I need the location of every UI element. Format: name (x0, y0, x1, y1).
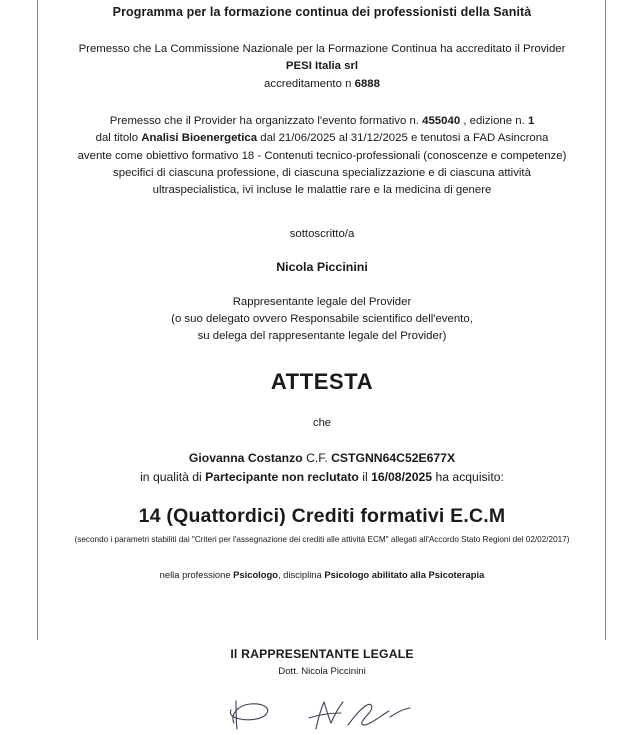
provider-accreditation-block (38, 41, 606, 93)
accreditation-number: 6888 (354, 77, 380, 90)
qualification-prefix: in qualità di (140, 470, 202, 485)
signature-ink-icon (212, 689, 432, 735)
profession-name: Psicologo (233, 569, 278, 581)
credits-awarded: 14 (Quattordici) Crediti formativi E.C.M (138, 505, 506, 528)
discipline-name: Psicologo abilitato alla Psicoterapia (324, 569, 485, 581)
profession-prefix: nella professione (159, 569, 231, 581)
accreditation-label: accreditamento n (264, 77, 352, 90)
fiscal-code-value: CSTGNN64C52E677X (331, 451, 456, 466)
profession-block (38, 569, 606, 580)
event-objective-line-2: specifici di ciascuna professione, di ciascuna specializzazione e di ciascuna attività (113, 166, 531, 179)
edition-number: 1 (527, 114, 535, 127)
legal-representative-title: Il RAPPRESENTANTE LEGALE (230, 647, 414, 662)
qualification-value: Partecipante non reclutato (205, 470, 359, 485)
event-number: 455040 (422, 114, 461, 127)
event-number-line (38, 113, 606, 130)
recipient-qualification-line (38, 468, 606, 487)
signer-role-block (38, 294, 606, 346)
recipient-name: Giovanna Costanzo (188, 451, 303, 466)
acquisition-suffix: ha acquisito: (435, 470, 504, 485)
event-title-prefix: dal titolo (95, 132, 139, 145)
fiscal-code-label: C.F. (306, 451, 328, 466)
page-title: Programma per la formazione continua dei professionisti della Sanità (112, 5, 532, 19)
credits-fineprint: (secondo i parametri stabiliti dai "Criteri per l'assegnazione dei crediti alle attività ECM" allegati all'Accordo Stato Regioni del 02/02/2017) (74, 535, 570, 545)
event-dates-and-mode: dal 21/06/2025 al 31/12/2025 e tenutosi a FAD Asincrona (260, 132, 549, 145)
certificate-content (38, 0, 606, 735)
signer-role-line-3: su delega del rappresentante legale del Provider) (197, 330, 447, 343)
signer-name: Nicola Piccinini (276, 259, 368, 274)
completion-date-prefix: il (362, 470, 368, 485)
event-title-line (38, 130, 606, 147)
event-description-block (38, 113, 606, 200)
recipient-block (38, 449, 606, 487)
event-title: Analisi Bioenergetica (141, 132, 258, 145)
event-number-prefix: Premesso che il Provider ha organizzato l'evento formativo n. (109, 114, 419, 127)
edition-label: , edizione n. (463, 114, 525, 127)
provider-name: PESI Italia srl (285, 60, 359, 73)
accreditation-line (38, 76, 606, 93)
event-objective-line-1: avente come obiettivo formativo 18 - Contenuti tecnico-professionali (conoscenze e competenze) (77, 149, 567, 162)
signer-role-line-1: Rappresentante legale del Provider (232, 295, 412, 308)
recipient-identity-line (38, 449, 606, 468)
completion-date: 16/08/2025 (371, 470, 433, 485)
sottoscritto-label: sottoscritto/a (289, 227, 355, 240)
che-label: che (312, 417, 332, 430)
signer-role-line-2: (o suo delegato ovvero Responsabile scientifico dell'evento, (171, 312, 473, 325)
attesta-heading: ATTESTA (270, 369, 374, 395)
provider-accreditation-line: Premesso che La Commissione Nazionale per la Formazione Continua ha accreditato il Provider (78, 42, 566, 55)
event-objective-line-3: ultraspecialistica, ivi incluse le malattie rare e la medicina di genere (152, 184, 492, 197)
discipline-prefix: , disciplina (277, 569, 322, 581)
handwritten-signature (38, 689, 606, 735)
legal-representative-name: Dott. Nicola Piccinini (278, 666, 366, 678)
